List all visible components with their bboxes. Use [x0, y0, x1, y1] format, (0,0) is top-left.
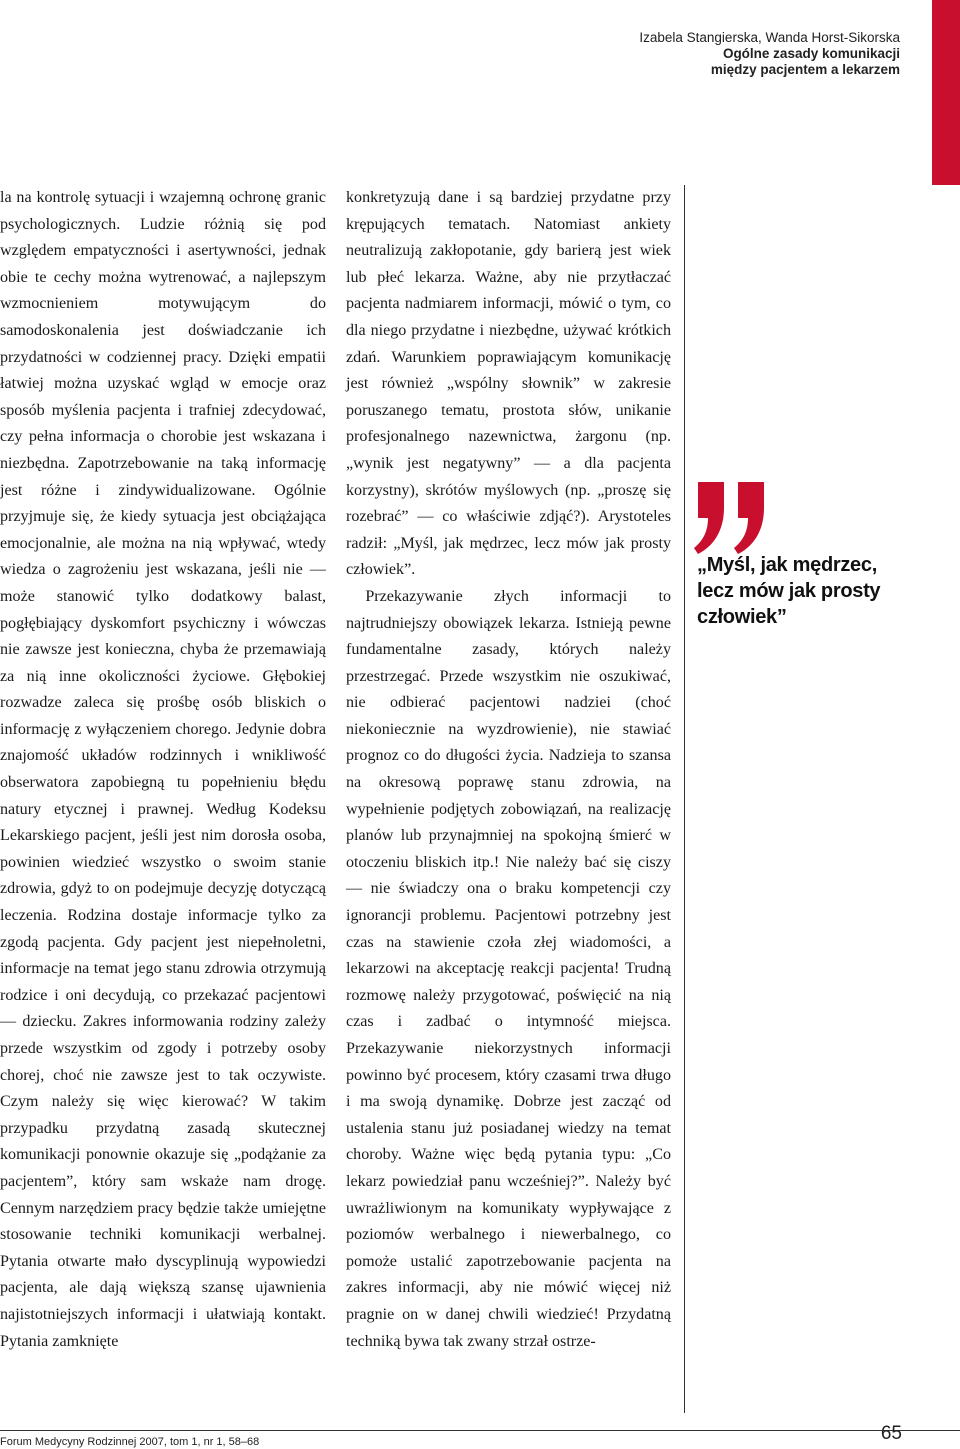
quote-marks-icon — [690, 478, 780, 558]
pullquote — [697, 552, 897, 630]
header-title-line-1: Ogólne zasady komunikacji — [722, 46, 900, 61]
pullquote-line-2: lecz mów jak prosty — [697, 580, 881, 602]
header-title-line-2: między pacjentem a lekarzem — [710, 62, 900, 77]
middle-paragraph-2: Przekazywanie złych informacji to najtrudniejszy obowiązek lekarza. Istnieją pewne fundamentalne zasady, których należy przestrzegać. Przede wszystkim nie oszukiwać, nie odbierać pacjentowi nadziei (choć niekoniecznie na wyzdrowienie), nie stawiać prognoz co do długości życia. Nadzieja to szansa na okresową poprawę stanu zdrowia, na wypełnienie podjętych zobowiązań, na realizację planów lub przynajmniej na spokojną śmierć w otoczeniu bliskich itp.! Nie należy bać się ciszy — nie świadczy ona o braku kompetencji czy ignorancji problemu. Pacjentowi potrzebny jest czas na stawienie czoła złej wiadomości, a lekarzowi na akceptację reakcji pacjenta! Trudną rozmowę należy przygotować, poświęcić na nią czas i zadbać o intymność miejsca. Przekazywanie niekorzystnych informacji powinno być procesem, który czasami trwa długo i ma swoją dynamikę. Dobrze jest zacząć od ustalenia stanu już posiadanej wiedzy na temat choroby. Ważne więc będą pytania typu: „Co lekarz powiedział panu wcześniej?”. Należy być uwrażliwionym na komunikaty wypływające z poziomów werbalnego i niewerbalnego, co pomoże ustalić zapotrzebowanie pacjenta na zakres informacji, aby nie mówić więcej niż pragnie on w danej chwili wiedzieć! Przydatną techniką bywa tak zwany strzał ostrze- — [346, 587, 671, 1350]
column-divider — [684, 185, 685, 1413]
footer-journal: Forum Medycyny Rodzinnej 2007, tom 1, nr 1, 58–68 — [0, 1436, 260, 1448]
page-number: 65 — [880, 1423, 902, 1444]
accent-bar — [932, 0, 960, 185]
pullquote-line-3: człowiek” — [697, 606, 787, 628]
footer-rule — [0, 1430, 960, 1431]
middle-paragraph-1: konkretyzują dane i są bardziej przydatne przy krępujących tematach. Natomiast ankiety neutralizują zakłopotanie, gdy barierą jest wiek lub płeć lekarza. Ważne, aby nie przytłaczać pacjenta nadmiarem informacji, mówić o tym, co dla niego przydatne i niezbędne, używać krótkich zdań. Warunkiem poprawiającym komunikację jest również „wspólny słownik” w zakresie poruszanego tematu, prostota słów, unikanie profesjonalnego nazewnictwa, żargonu (np. „wynik jest negatywny” — a dla pacjenta korzystny), skrótów myślowych (np. „proszę się rozebrać” — co właściwie zdjąć?). Arystoteles radził: „Myśl, jak mędrzec, lecz mów jak prosty człowiek”. — [346, 189, 671, 579]
left-paragraph-1: la na kontrolę sytuacji i wzajemną ochronę granic psychologicznych. Ludzie różnią się pod względem empatyczności i asertywności, jednak obie te cechy można wytrenować, a najlepszym wzmocnieniem motywującym do samodoskonalenia jest doświadczanie ich przydatności w codziennej pracy. Dzięki empatii łatwiej można uzyskać wgląd w emocje oraz sposób myślenia pacjenta i trafniej zdecydować, czy pełna informacja o chorobie jest wskazana i niezbędna. Zapotrzebowanie na taką informację jest różne i zindywidualizowane. Ogólnie przyjmuje się, że kiedy sytuacja jest obciążająca emocjonalnie, ale można na nią wpływać, wtedy wiedza o zagrożeniu jest wskazana, jeśli nie — może stanowić tylko dodatkowy balast, pogłębiający dyskomfort psychiczny i wówczas nie zawsze jest konieczna, chyba że przemawiają za nią inne okoliczności życiowe. Głębokiej rozwadze zaleca się prośbę osób bliskich o informację z wyłączeniem chorego. Jedynie dobra znajomość układów rodzinnych i wnikliwość obserwatora zapobiegną tu popełnieniu błędu natury etycznej i prawnej. Według Kodeksu Lekarskiego pacjent, jeśli jest nim dorosła osoba, powinien wiedzieć wszystko o swoim stanie zdrowia, gdyż to on podejmuje decyzję dotyczącą leczenia. Rodzina dostaje informacje tylko za zgodą pacjenta. Gdy pacjent jest niepełnoletni, informacje na temat jego stanu zdrowia otrzymują rodzice i oni decydują, co przekazać pacjentowi — dziecku. Zakres informowania rodziny zależy przede wszystkim od zgody i potrzeby osoby chorej, choć nie zawsze jest to tak oczywiste. Czym należy się więc kierować? W takim przypadku przydatną zasadą skutecznej komunikacji ponownie okazuje się „podążanie za pacjentem”, który sam wskaże nam drogę. Cennym narzędziem pracy będzie także umiejętne stosowanie techniki komunikacji werbalnej. Pytania otwarte mało dyscyplinują wypowiedzi pacjenta, ale dają większą szansę ujawnienia najistotniejszych informacji i ułatwiają kontakt. Pytania zamknięte — [0, 189, 326, 1350]
header-authors: Izabela Stangierska, Wanda Horst-Sikorska — [639, 30, 900, 45]
middle-column — [346, 185, 671, 1355]
running-header — [639, 30, 900, 78]
left-column — [0, 185, 326, 1355]
pullquote-line-1: „Myśl, jak mędrzec, — [697, 554, 877, 576]
